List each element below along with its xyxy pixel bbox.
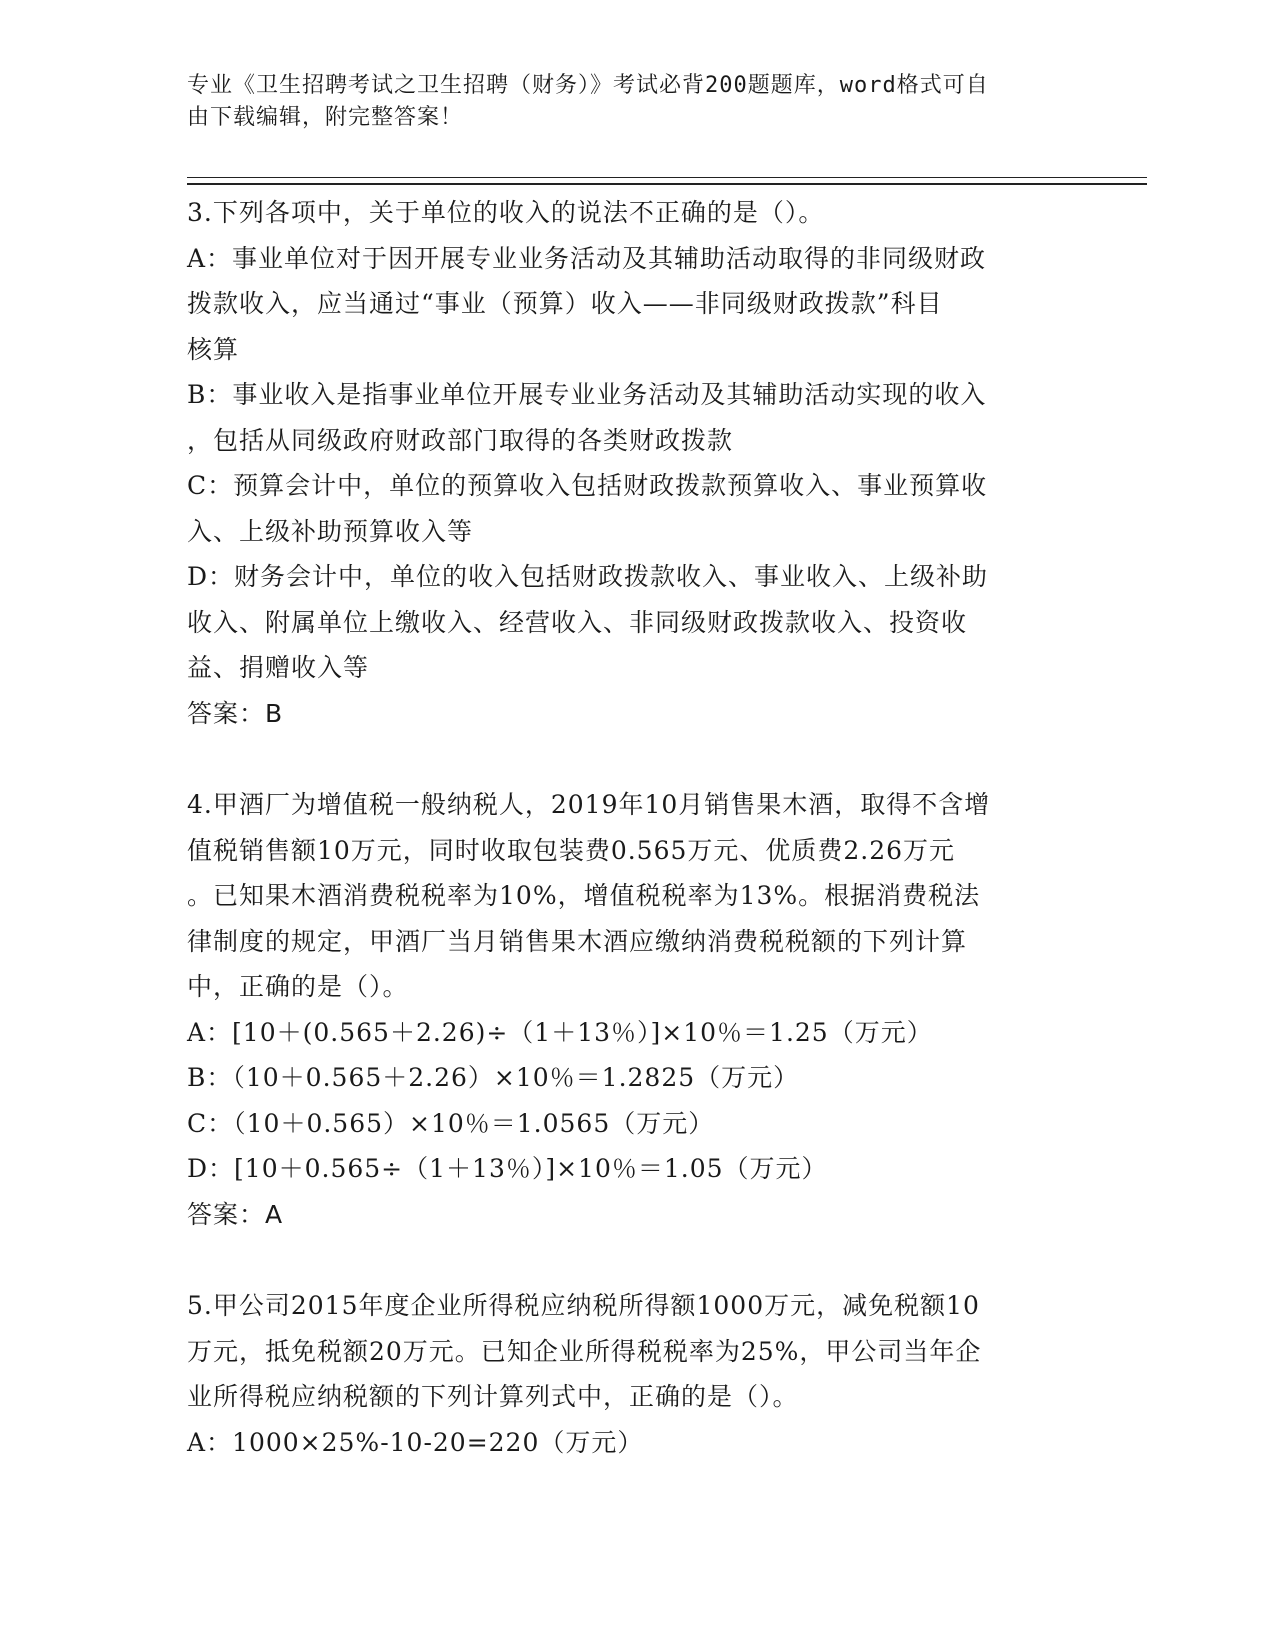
- option-c-line: 入、上级补助预算收入等: [187, 516, 474, 546]
- question-stem: 业所得税应纳税额的下列计算列式中，正确的是（）。: [187, 1382, 799, 1411]
- answer-label: 答案：A: [187, 1199, 284, 1229]
- question-stem: 中，正确的是（）。: [187, 972, 409, 1001]
- question-3: [187, 190, 1067, 736]
- option-b-line: ，包括从同级政府财政部门取得的各类财政拨款: [187, 425, 734, 455]
- question-stem: 5.甲公司2015年度企业所得税应纳税所得额1000万元，减免税额10: [187, 1291, 980, 1320]
- question-stem: 万元，抵免税额20万元。已知企业所得税税率为25%，甲公司当年企: [187, 1336, 982, 1366]
- header-line-2: 由下载编辑，附完整答案！: [187, 105, 464, 130]
- option-d-line: 益、捐赠收入等: [187, 653, 370, 682]
- header-rule-thin: [187, 177, 1147, 178]
- header-line-1: 专业《卫生招聘考试之卫生招聘（财务）》考试必背200题题库，word格式可自: [187, 73, 989, 98]
- spacer: [187, 1237, 1067, 1283]
- question-5: [187, 1283, 1067, 1465]
- option-d-line: D：[10＋0.565÷（1＋13％）]×10％＝1.05（万元）: [187, 1154, 828, 1183]
- option-b-line: B：（10＋0.565＋2.26）×10％＝1.2825（万元）: [187, 1063, 800, 1092]
- spacer: [187, 736, 1067, 782]
- question-stem: 值税销售额10万元，同时收取包装费0.565万元、优质费2.26万元: [187, 835, 956, 865]
- document-header: [187, 70, 1067, 134]
- option-a-line: A：[10＋(0.565＋2.26)÷（1＋13％）]×10％＝1.25（万元）: [187, 1017, 933, 1047]
- option-a-line: 拨款收入，应当通过“事业（预算）收入——非同级财政拨款”科目: [187, 289, 943, 318]
- header-rule-thick: [187, 183, 1147, 185]
- question-4: [187, 782, 1067, 1237]
- option-b-line: B：事业收入是指事业单位开展专业业务活动及其辅助活动实现的收入: [187, 380, 987, 409]
- question-stem: 。已知果木酒消费税税率为10%，增值税税率为13%。根据消费税法: [187, 881, 981, 910]
- question-stem: 3.下列各项中，关于单位的收入的说法不正确的是（）。: [187, 198, 825, 227]
- option-a-line: A：事业单位对于因开展专业业务活动及其辅助活动取得的非同级财政: [187, 243, 987, 273]
- option-c-line: C：预算会计中，单位的预算收入包括财政拨款预算收入、事业预算收: [187, 471, 988, 500]
- option-c-line: C：（10＋0.565）×10％＝1.0565（万元）: [187, 1108, 715, 1138]
- question-stem: 4.甲酒厂为增值税一般纳税人，2019年10月销售果木酒，取得不含增: [187, 790, 991, 819]
- option-a-line: A：1000×25%-10-20=220（万元）: [187, 1427, 644, 1457]
- option-a-line: 核算: [187, 334, 240, 364]
- option-d-line: 收入、附属单位上缴收入、经营收入、非同级财政拨款收入、投资收: [187, 607, 968, 637]
- answer-label: 答案：B: [187, 698, 284, 728]
- option-d-line: D：财务会计中，单位的收入包括财政拨款收入、事业收入、上级补助: [187, 562, 989, 591]
- question-stem: 律制度的规定，甲酒厂当月销售果木酒应缴纳消费税税额的下列计算: [187, 926, 968, 956]
- question-list: [187, 190, 1067, 1465]
